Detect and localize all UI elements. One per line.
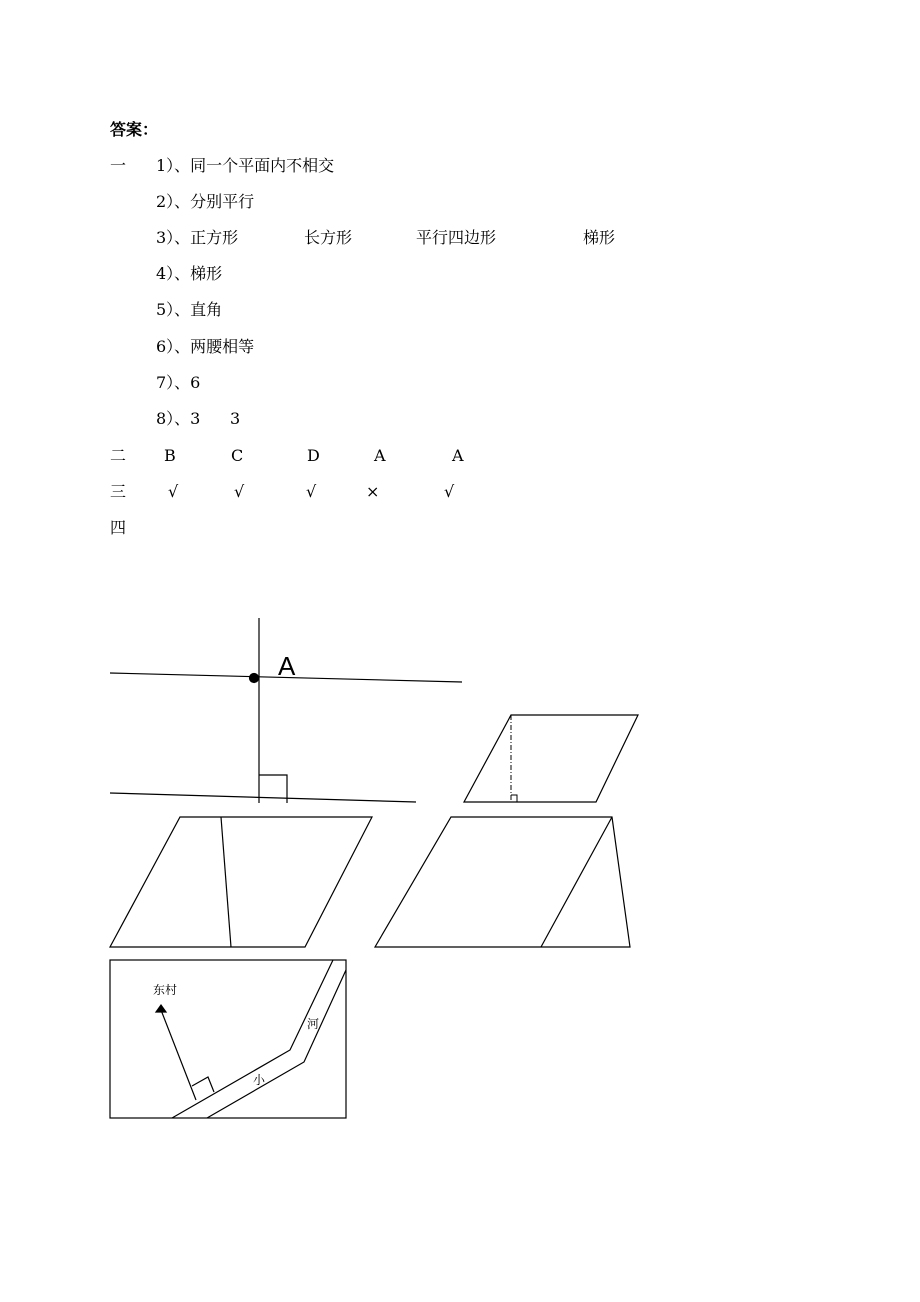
answers-title: 答案： (110, 120, 159, 139)
figure-parallelogram-split (110, 817, 372, 947)
section-1-marker: 一 (110, 156, 127, 175)
trapezoid-split-line (541, 817, 612, 947)
answer-1-7: 7）、6 (156, 373, 201, 392)
answer-1-4: 4）、梯形 (156, 264, 223, 283)
point-a-dot (250, 674, 259, 683)
answer-1-3: 3）、正方形 (156, 228, 239, 247)
figure-trapezoid-split (375, 817, 630, 947)
split-line (221, 817, 231, 947)
river-bank-upper (172, 960, 333, 1118)
answer-3-5: √ (444, 482, 455, 501)
river-label-xiao: 小 (253, 1073, 266, 1087)
answer-1-3-c: 平行四边形 (416, 228, 497, 247)
figure-village-river-map (110, 960, 346, 1118)
river-label-he: 河 (307, 1017, 320, 1031)
answer-2-1: B (164, 446, 176, 465)
section-3-marker: 三 (110, 482, 127, 501)
answer-1-8-b: 3 (230, 409, 241, 428)
map-frame (110, 960, 346, 1118)
answer-2-4: A (374, 446, 386, 465)
answer-1-3-d: 梯形 (583, 228, 616, 247)
height-right-angle (511, 795, 517, 802)
answer-1-5: 5）、直角 (156, 300, 223, 319)
bottom-line (110, 793, 416, 802)
left-parallelogram (110, 817, 372, 947)
right-angle-mark (259, 775, 287, 803)
point-a-label: A (278, 651, 296, 681)
answer-1-3-b: 长方形 (304, 228, 353, 247)
figure-parallel-perpendicular (110, 618, 462, 803)
answer-3-4: × (366, 482, 380, 501)
answer-3-2: √ (234, 482, 245, 501)
section-2-marker: 二 (110, 446, 127, 465)
answer-3-1: √ (168, 482, 179, 501)
river-bank-lower (207, 970, 346, 1118)
answer-2-2: C (231, 446, 244, 465)
answer-1-1: 1）、同一个平面内不相交 (156, 156, 335, 175)
answer-1-8: 8）、3 (156, 409, 201, 428)
village-marker-icon (156, 1005, 166, 1012)
answer-1-2: 2）、分别平行 (156, 192, 255, 211)
right-trapezoid (375, 817, 630, 947)
figure-parallelogram-height (464, 715, 638, 802)
answer-2-3: D (307, 446, 320, 465)
path-right-angle (192, 1077, 214, 1092)
answer-3-3: √ (306, 482, 317, 501)
shortest-path-line (161, 1010, 196, 1100)
section-4-marker: 四 (110, 518, 127, 537)
village-label: 东村 (153, 983, 178, 997)
answer-1-6: 6）、两腰相等 (156, 337, 255, 356)
small-parallelogram (464, 715, 638, 802)
answer-2-5: A (452, 446, 464, 465)
